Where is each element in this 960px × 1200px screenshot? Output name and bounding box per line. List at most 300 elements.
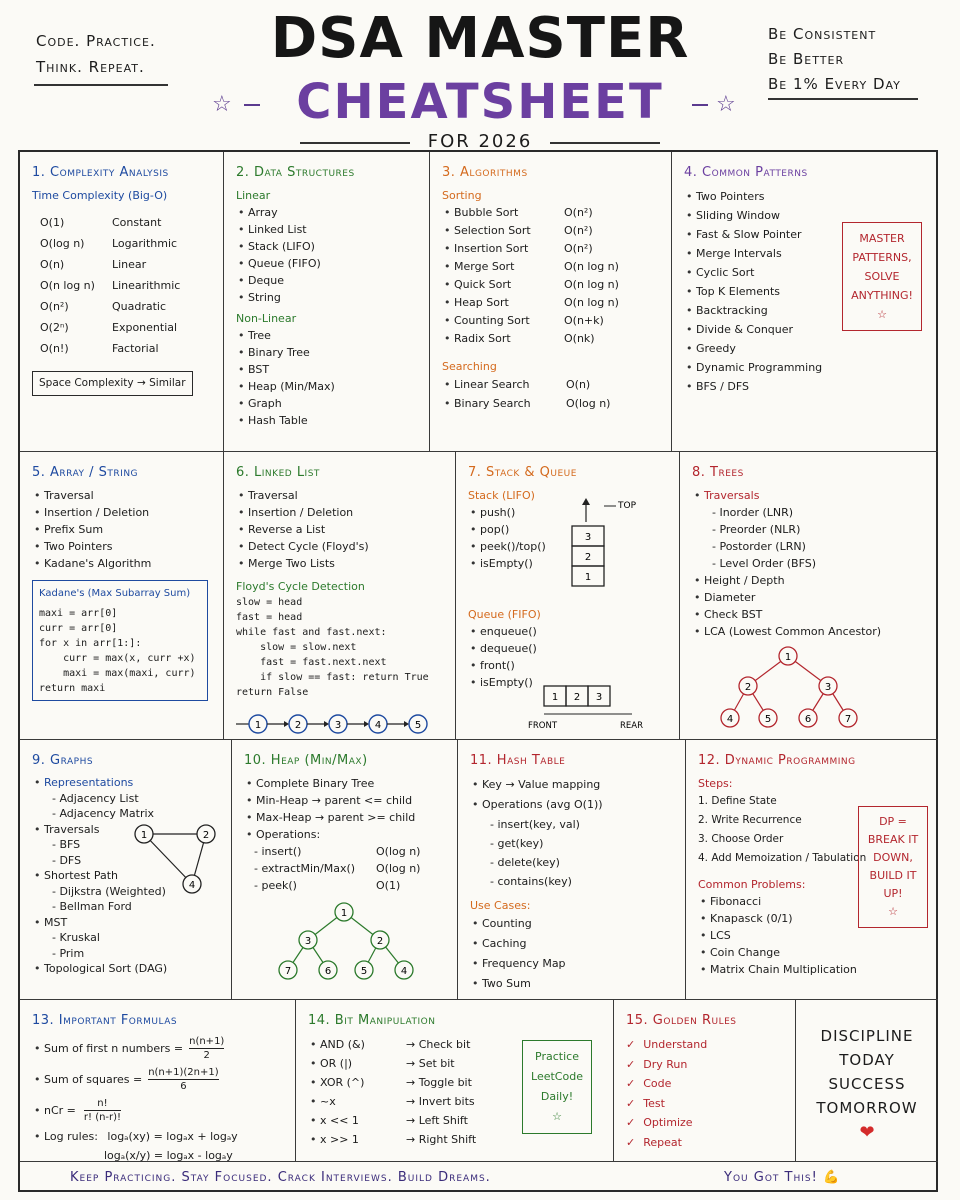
complexity-notation: O(n²) bbox=[40, 300, 69, 313]
code-line: slow = head bbox=[236, 597, 303, 608]
list-item: • Tree bbox=[236, 327, 419, 344]
section-label: Floyd's Cycle Detection bbox=[236, 580, 365, 593]
callout-line: DP = bbox=[879, 815, 907, 828]
rule-label: Understand bbox=[643, 1038, 708, 1051]
algorithm-name: • Heap Sort bbox=[454, 296, 509, 309]
list-item: • Array bbox=[236, 204, 419, 221]
complexity-name: Linearithmic bbox=[112, 279, 181, 292]
section-label: Sorting bbox=[442, 189, 482, 202]
problem-item: • Knapasck (0/1) bbox=[698, 910, 928, 927]
op-item: • peek()/top() bbox=[468, 538, 669, 555]
code-line: fast = head bbox=[236, 612, 303, 623]
op-item: • enqueue() bbox=[468, 623, 669, 640]
panel-patterns bbox=[672, 152, 938, 452]
arrowhead bbox=[404, 721, 409, 727]
check-icon: ✓ bbox=[626, 1096, 636, 1110]
sub-item: - BFS bbox=[52, 838, 81, 851]
algorithm-name: • Binary Search bbox=[454, 397, 531, 410]
kadane-box bbox=[32, 580, 208, 701]
fraction bbox=[148, 1066, 218, 1093]
formula-label: • Sum of squares = bbox=[44, 1073, 143, 1086]
complexity-notation: O(log n) bbox=[40, 237, 85, 250]
problem-item: • Matrix Chain Multiplication bbox=[698, 961, 928, 978]
op-item: • isEmpty() bbox=[468, 674, 669, 691]
sub-item: - Adjacency List bbox=[52, 791, 139, 805]
heap-op-row bbox=[244, 877, 447, 894]
queue-cell-label: 2 bbox=[573, 692, 581, 703]
algorithm-complexity: O(log n) bbox=[566, 397, 611, 410]
dp-callout bbox=[858, 806, 928, 928]
nonlinear-list bbox=[236, 327, 419, 429]
algorithm-complexity: O(n²) bbox=[564, 242, 593, 255]
linked-list-diagram bbox=[236, 712, 446, 736]
complexity-row bbox=[32, 317, 213, 338]
search-row bbox=[442, 394, 661, 413]
rule-item bbox=[626, 1035, 785, 1055]
graph-node-label: 4 bbox=[188, 880, 196, 891]
stack-cell-label: 1 bbox=[584, 572, 592, 583]
panel-formulas bbox=[20, 1000, 296, 1162]
pattern-item: • Top K Elements bbox=[684, 282, 834, 301]
sorting-list bbox=[442, 204, 661, 348]
motto-line: TOMORROW bbox=[816, 1099, 918, 1117]
callout-line: ANYTHING! bbox=[851, 289, 913, 302]
panel-title: 11. Hash Table bbox=[470, 753, 566, 768]
op-name: - peek() bbox=[254, 879, 297, 892]
sort-row bbox=[442, 330, 661, 348]
list-item: • Merge Two Lists bbox=[236, 555, 445, 572]
motto-line: TODAY bbox=[839, 1051, 895, 1069]
footer-cheer: You Got This! 💪 bbox=[724, 1170, 841, 1185]
callout-line: PATTERNS, bbox=[852, 251, 912, 264]
heap-node-label: 5 bbox=[360, 966, 368, 977]
op-item: • front() bbox=[468, 657, 669, 674]
star-icon: ☆ bbox=[877, 308, 887, 321]
code-line: curr = arr[0] bbox=[39, 623, 118, 634]
algorithm-name: • Insertion Sort bbox=[454, 242, 529, 255]
op-name: - insert() bbox=[254, 845, 302, 858]
heart-icon: ❤ bbox=[859, 1122, 875, 1143]
problem-item: • LCS bbox=[698, 927, 928, 944]
callout-line: DOWN, bbox=[873, 851, 913, 864]
panel-title: 7. Stack & Queue bbox=[468, 465, 577, 480]
numerator: n! bbox=[84, 1097, 121, 1111]
patterns-list bbox=[684, 187, 834, 396]
code-line: curr = max(x, curr +x) bbox=[39, 653, 196, 664]
list-item: • Linked List bbox=[236, 221, 419, 238]
code-line: maxi = max(maxi, curr) bbox=[39, 668, 196, 679]
list-item: • Insertion / Deletion bbox=[236, 504, 445, 521]
sort-row bbox=[442, 204, 661, 222]
callout-line: BREAK IT bbox=[867, 833, 919, 846]
callout-line: MASTER bbox=[859, 232, 905, 245]
list-item: • Operations (avg O(1)) bbox=[470, 795, 675, 815]
stack-top-label: TOP bbox=[618, 501, 637, 511]
list-item: • Queue (FIFO) bbox=[236, 255, 419, 272]
tagline-left-line-1: Code. Practice. bbox=[36, 32, 156, 50]
heap-node-label: 2 bbox=[376, 936, 384, 947]
stack-cell-label: 2 bbox=[584, 552, 592, 563]
kadane-code bbox=[39, 606, 201, 696]
bit-op-meaning: → Left Shift bbox=[406, 1114, 468, 1127]
dash-decoration bbox=[244, 104, 260, 106]
tree-node-label: 5 bbox=[764, 714, 772, 725]
tree-node-label: 7 bbox=[844, 714, 852, 725]
pattern-item: • Two Pointers bbox=[684, 187, 834, 206]
algorithm-complexity: O(n²) bbox=[564, 206, 593, 219]
panel-stack-queue bbox=[456, 452, 680, 740]
tagline-right-line-2: Be Better bbox=[768, 50, 845, 68]
algorithm-name: • Selection Sort bbox=[454, 224, 531, 237]
code-line: if slow == fast: return True bbox=[236, 672, 429, 683]
heap-op-row bbox=[244, 860, 447, 877]
complexity-notation: O(n log n) bbox=[40, 279, 95, 292]
log-rule-2: logₐ(x/y) = logₐx - logₐy bbox=[104, 1149, 233, 1162]
list-item: • Hash Table bbox=[236, 412, 419, 429]
panel-title: 2. Data Structures bbox=[236, 165, 355, 180]
complexity-row bbox=[32, 338, 213, 359]
op-item: • dequeue() bbox=[468, 640, 669, 657]
rear-label: REAR bbox=[620, 721, 643, 731]
list-node-label: 3 bbox=[334, 720, 342, 731]
rule-label: Dry Run bbox=[643, 1057, 688, 1071]
list-node-label: 1 bbox=[254, 720, 262, 731]
list-item: • Stack (LIFO) bbox=[236, 238, 419, 255]
list-item: • Min-Heap → parent <= child bbox=[244, 792, 447, 809]
formula-label: • nCr = bbox=[44, 1104, 76, 1117]
complexity-row bbox=[32, 254, 213, 275]
check-icon: ✓ bbox=[626, 1038, 636, 1051]
numerator: n(n+1) bbox=[189, 1036, 225, 1047]
pattern-item: • Divide & Conquer bbox=[684, 320, 834, 339]
graph-diagram bbox=[124, 820, 224, 900]
list-node-label: 2 bbox=[294, 720, 302, 731]
algorithm-name: • Bubble Sort bbox=[454, 206, 519, 219]
heap-op-row bbox=[244, 843, 447, 860]
list-item: • Insertion / Deletion bbox=[32, 504, 213, 521]
algorithm-name: • Counting Sort bbox=[454, 314, 530, 327]
section-label: • Operations: bbox=[244, 826, 447, 843]
list-item: • Prefix Sum bbox=[32, 521, 213, 538]
section-label: Searching bbox=[442, 360, 497, 373]
tagline-right-line-1: Be Consistent bbox=[768, 25, 877, 43]
list-item: • Heap (Min/Max) bbox=[236, 378, 419, 395]
op-item: - delete(key) bbox=[490, 856, 560, 869]
section-label: Linear bbox=[236, 189, 271, 202]
formula-label: • Sum of first n numbers = bbox=[44, 1042, 184, 1055]
panel-trees bbox=[680, 452, 938, 740]
pattern-item: • Fast & Slow Pointer bbox=[684, 225, 834, 244]
sub-item: - Adjacency Matrix bbox=[52, 807, 155, 820]
kadane-title: Kadane's (Max Subarray Sum) bbox=[39, 588, 191, 599]
step-item: 1. Define State bbox=[698, 795, 777, 807]
code-line: for x in arr[1:]: bbox=[39, 638, 142, 649]
op-complexity: O(log n) bbox=[376, 845, 421, 858]
tree-topic: • Check BST bbox=[692, 606, 928, 623]
complexity-notation: O(2ⁿ) bbox=[40, 321, 69, 334]
master-patterns-callout bbox=[842, 222, 922, 331]
pattern-item: • BFS / DFS bbox=[684, 377, 834, 396]
algorithm-complexity: O(n²) bbox=[564, 224, 593, 237]
log-rules bbox=[32, 1128, 285, 1145]
complexity-notation: O(n!) bbox=[40, 342, 69, 355]
code-line: while fast and fast.next: bbox=[236, 627, 387, 638]
tree-topic: • Height / Depth bbox=[692, 572, 928, 589]
sub-item: - Kruskal bbox=[52, 931, 100, 944]
log-rule-1: logₐ(xy) = logₐx + logₐy bbox=[107, 1130, 238, 1143]
op-item: - contains(key) bbox=[490, 875, 572, 888]
callout-line: LeetCode bbox=[531, 1070, 583, 1083]
linear-list bbox=[236, 204, 419, 306]
list-item: • Reverse a List bbox=[236, 521, 445, 538]
queue-cell-label: 1 bbox=[551, 692, 559, 703]
panel-title: 9. Graphs bbox=[32, 753, 94, 768]
pattern-item: • Dynamic Programming bbox=[684, 358, 834, 377]
panel-title: 6. Linked List bbox=[236, 465, 320, 480]
traversal-item: - Inorder (LNR) bbox=[712, 506, 794, 519]
rule-item bbox=[626, 1133, 785, 1153]
complexity-notation: O(n) bbox=[40, 258, 65, 271]
panel-title: 1. Complexity Analysis bbox=[32, 165, 169, 180]
panel-title: 13. Important Formulas bbox=[32, 1013, 178, 1028]
algorithm-name: • Linear Search bbox=[454, 378, 530, 391]
complexity-name: Logarithmic bbox=[112, 237, 178, 250]
panel-title: 8. Trees bbox=[692, 465, 744, 480]
bit-op: • x >> 1 bbox=[320, 1133, 359, 1146]
list-node-label: 5 bbox=[414, 720, 422, 731]
algorithm-complexity: O(nk) bbox=[564, 332, 595, 345]
use-case-item: • Counting bbox=[470, 914, 675, 934]
formula-squares bbox=[32, 1066, 285, 1093]
panel-title: 10. Heap (Min/Max) bbox=[244, 753, 368, 768]
denominator: 2 bbox=[203, 1050, 210, 1061]
step-item: 4. Add Memoization / Tabulation bbox=[698, 852, 867, 864]
arrowhead bbox=[324, 721, 329, 727]
pattern-item: • Greedy bbox=[684, 339, 834, 358]
check-icon: ✓ bbox=[626, 1116, 636, 1129]
searching-list bbox=[442, 375, 661, 413]
formula-ncr bbox=[32, 1097, 285, 1124]
panel-title: 3. Algorithms bbox=[442, 165, 528, 180]
callout-line: BUILD IT bbox=[869, 869, 917, 882]
section-label: • MST bbox=[32, 915, 221, 931]
space-complexity-note: Space Complexity → Similar bbox=[32, 371, 193, 396]
tree-topic: • LCA (Lowest Common Ancestor) bbox=[692, 623, 928, 640]
complexity-name: Quadratic bbox=[112, 300, 167, 313]
list-item: • Max-Heap → parent >= child bbox=[244, 809, 447, 826]
list-item: • Deque bbox=[236, 272, 419, 289]
problem-item: • Fibonacci bbox=[698, 893, 928, 910]
year-label: FOR 2026 bbox=[427, 131, 533, 152]
complexity-row bbox=[32, 233, 213, 254]
op-item: • push() bbox=[468, 504, 669, 521]
list-item: • Complete Binary Tree bbox=[244, 775, 447, 792]
panel-title: 5. Array / String bbox=[32, 465, 139, 480]
pattern-item: • Cyclic Sort bbox=[684, 263, 834, 282]
use-cases-list bbox=[470, 914, 675, 994]
tree-node-label: 3 bbox=[824, 682, 832, 693]
traversal-item: - Postorder (LRN) bbox=[712, 540, 806, 553]
star-icon: ☆ bbox=[212, 92, 232, 117]
section-label: Queue (FIFO) bbox=[468, 608, 541, 621]
section-label: • Shortest Path bbox=[32, 868, 221, 884]
front-label: FRONT bbox=[528, 721, 558, 731]
divider bbox=[550, 142, 660, 144]
tree-topics bbox=[692, 572, 928, 640]
algorithm-complexity: O(n+k) bbox=[564, 314, 604, 327]
page-title: DSA MASTER bbox=[270, 6, 690, 71]
use-case-item: • Two Sum bbox=[470, 974, 675, 994]
tagline-left-line-2: Think. Repeat. bbox=[36, 58, 145, 76]
tree-node-label: 2 bbox=[744, 682, 752, 693]
graph-node-label: 1 bbox=[140, 830, 148, 841]
pattern-item: • Merge Intervals bbox=[684, 244, 834, 263]
search-row bbox=[442, 375, 661, 394]
arrowhead bbox=[364, 721, 369, 727]
list-item: • Traversal bbox=[236, 487, 445, 504]
bit-op: • OR (|) bbox=[320, 1057, 353, 1070]
tree-topic: • Diameter bbox=[692, 589, 928, 606]
section-label: Stack (LIFO) bbox=[468, 489, 535, 502]
complexity-row bbox=[32, 212, 213, 233]
panel-dynamic-programming bbox=[686, 740, 938, 1000]
fraction bbox=[84, 1097, 121, 1124]
algorithm-complexity: O(n log n) bbox=[564, 260, 619, 273]
section-label: Use Cases: bbox=[470, 899, 531, 912]
rule-item bbox=[626, 1113, 785, 1133]
callout-line: Practice bbox=[535, 1050, 579, 1063]
rule-label: Code bbox=[643, 1077, 672, 1090]
callout-line: Daily! bbox=[540, 1090, 574, 1103]
panel-array-string bbox=[20, 452, 224, 740]
motto-line: DISCIPLINE bbox=[820, 1027, 914, 1045]
op-complexity: O(1) bbox=[376, 879, 401, 892]
rule-item bbox=[626, 1055, 785, 1075]
tree-node-label: 1 bbox=[784, 652, 792, 663]
denominator: r! (n-r)! bbox=[83, 1112, 122, 1123]
complexity-name: Linear bbox=[112, 258, 147, 271]
arrowhead bbox=[284, 721, 289, 727]
code-line: maxi = arr[0] bbox=[39, 608, 118, 619]
numerator: n(n+1)(2n+1) bbox=[148, 1067, 219, 1078]
section-label: • Representations bbox=[32, 775, 221, 791]
star-icon: ☆ bbox=[552, 1110, 562, 1123]
op-item: • isEmpty() bbox=[468, 555, 669, 572]
bit-op-meaning: → Set bit bbox=[406, 1057, 455, 1070]
practice-callout bbox=[522, 1040, 592, 1134]
sub-item: - Prim bbox=[52, 946, 85, 960]
section-label: Steps: bbox=[698, 777, 733, 790]
hash-list bbox=[470, 775, 675, 891]
panel-hash-table bbox=[458, 740, 686, 1000]
algorithm-complexity: O(n log n) bbox=[564, 296, 619, 309]
use-case-item: • Frequency Map bbox=[470, 954, 675, 974]
list-item: • String bbox=[236, 289, 419, 306]
step-item: 2. Write Recurrence bbox=[698, 814, 802, 826]
sort-row bbox=[442, 240, 661, 258]
code-line: slow = slow.next bbox=[236, 642, 357, 653]
sub-item: - DFS bbox=[52, 853, 82, 867]
traversal-item: - Preorder (NLR) bbox=[712, 523, 801, 536]
complexity-notation: O(1) bbox=[40, 216, 65, 229]
heap-list bbox=[244, 775, 447, 826]
bit-op: • x << 1 bbox=[320, 1114, 359, 1127]
algorithm-name: • Quick Sort bbox=[454, 278, 512, 291]
panel-algorithms bbox=[430, 152, 672, 452]
star-icon: ☆ bbox=[888, 905, 898, 918]
bit-op: • ~x bbox=[320, 1095, 336, 1108]
list-item: • Kadane's Algorithm bbox=[32, 555, 213, 572]
code-line: return False bbox=[236, 687, 309, 698]
bit-op-meaning: → Toggle bit bbox=[406, 1076, 472, 1089]
op-item: - get(key) bbox=[490, 837, 544, 850]
dash-decoration bbox=[692, 104, 708, 106]
panel-complexity bbox=[20, 152, 224, 452]
panel-data-structures bbox=[224, 152, 430, 452]
complexity-table bbox=[32, 212, 213, 359]
algorithm-complexity: O(n) bbox=[566, 378, 591, 391]
list-item: • Traversal bbox=[32, 487, 213, 504]
heap-node-label: 7 bbox=[284, 966, 292, 977]
graph-node-label: 2 bbox=[202, 830, 210, 841]
pattern-item: • Sliding Window bbox=[684, 206, 834, 225]
sub-item: - Bellman Ford bbox=[52, 900, 132, 913]
rule-label: Repeat bbox=[643, 1135, 682, 1149]
motto-line: SUCCESS bbox=[828, 1075, 906, 1093]
traversal-item: - Level Order (BFS) bbox=[712, 557, 817, 570]
fraction bbox=[189, 1035, 224, 1062]
panel-bit-manipulation bbox=[296, 1000, 614, 1162]
panel-golden-rules bbox=[614, 1000, 796, 1162]
heap-node-label: 6 bbox=[324, 966, 332, 977]
list-item: • Two Pointers bbox=[32, 538, 213, 555]
heap-node-label: 1 bbox=[340, 908, 348, 919]
check-icon: ✓ bbox=[626, 1135, 636, 1149]
bit-op-meaning: → Invert bits bbox=[406, 1095, 475, 1108]
section-label: Non-Linear bbox=[236, 312, 297, 325]
callout-line: UP! bbox=[883, 887, 903, 900]
golden-rules-list bbox=[626, 1035, 785, 1152]
queue-cell-label: 3 bbox=[595, 692, 603, 703]
star-icon: ☆ bbox=[716, 92, 736, 117]
panel-heap bbox=[232, 740, 458, 1000]
problem-item: • Coin Change bbox=[698, 944, 928, 961]
panel-graphs bbox=[20, 740, 232, 1000]
panel-title: 4. Common Patterns bbox=[684, 165, 808, 180]
list-item: • Graph bbox=[236, 395, 419, 412]
complexity-row bbox=[32, 275, 213, 296]
panel-title: 12. Dynamic Programming bbox=[698, 753, 856, 768]
sort-row bbox=[442, 222, 661, 240]
binary-tree-diagram bbox=[692, 646, 922, 736]
pattern-item: • Backtracking bbox=[684, 301, 834, 320]
rule-item bbox=[626, 1074, 785, 1094]
algorithm-name: • Radix Sort bbox=[454, 332, 511, 345]
cheatsheet-grid bbox=[18, 150, 938, 1192]
rule-label: Optimize bbox=[643, 1116, 693, 1129]
list-item: • Topological Sort (DAG) bbox=[32, 961, 221, 977]
use-case-item: • Caching bbox=[470, 934, 675, 954]
callout-line: SOLVE bbox=[864, 270, 900, 283]
bit-op-meaning: → Check bit bbox=[406, 1038, 471, 1051]
queue-ops bbox=[468, 623, 669, 691]
complexity-row bbox=[32, 296, 213, 317]
bit-op: • AND (&) bbox=[320, 1038, 365, 1051]
list-item: • Key → Value mapping bbox=[470, 775, 675, 795]
complexity-name: Factorial bbox=[112, 342, 159, 355]
heap-ops bbox=[244, 843, 447, 894]
list-item: • BST bbox=[236, 361, 419, 378]
